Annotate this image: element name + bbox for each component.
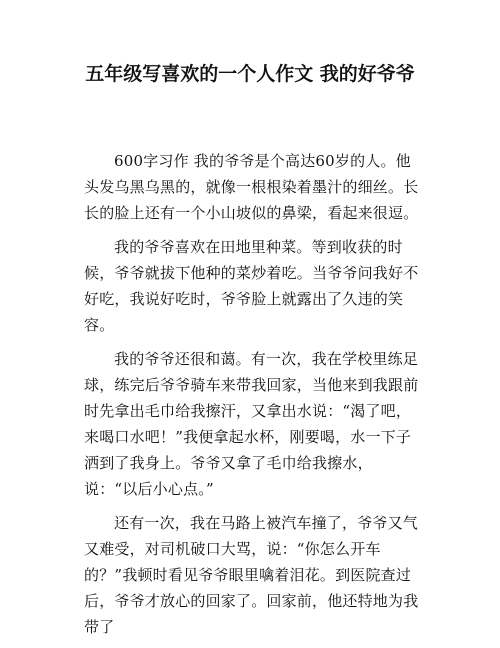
paragraph: 我的爷爷还很和蔼。有一次，我在学校里练足球，练完后爷爷骑车来带我回家，当他来到我跟前时先拿出毛巾给我擦汗，又拿出水说：“渴了吧，来喝口水吧！”我便拿起水杯，刚要喝，水一下子洒到了我身上。爷爷又拿了毛巾给我擦水，说：“以后小心点。” [84,350,419,498]
document-body [84,148,424,648]
paragraph: 600字习作 我的爷爷是个高达60岁的人。他头发乌黑乌黑的，就像一根根染着墨汁的细丝。长长的脸上还有一个小山坡似的鼻梁，看起来很逗。 [84,152,419,222]
paragraph: 还有一次，我在马路上被汽车撞了，爷爷又气又难受，对司机破口大骂，说：“你怎么开车的？”我顿时看见爷爷眼里噙着泪花。到医院查过后，爷爷才放心的回家了。回家前，他还特地为我带了 [84,514,419,636]
document-title: 五年级写喜欢的一个人作文 我的好爷爷 [85,63,415,85]
paragraph: 我的爷爷喜欢在田地里种菜。等到收获的时候，爷爷就拔下他种的菜炒着吃。当爷爷问我好不好吃，我说好吃时，爷爷脸上就露出了久违的笑容。 [84,238,419,334]
